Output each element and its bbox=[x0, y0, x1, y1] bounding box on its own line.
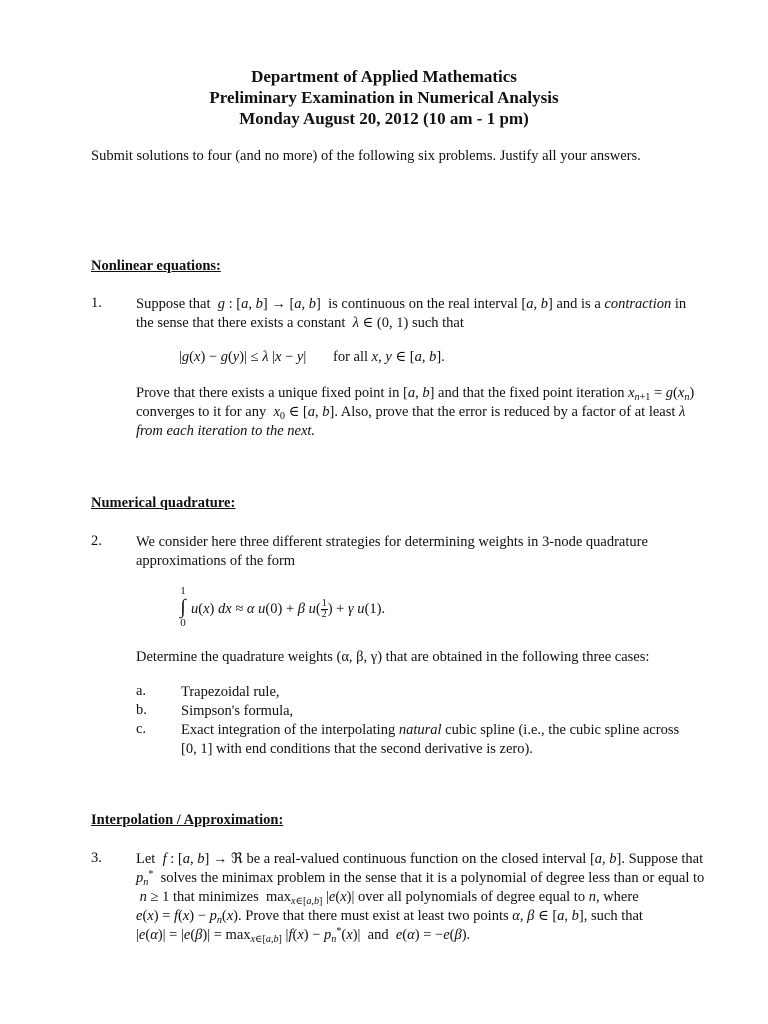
inequality-domain: for all x, y ∈ [a, b]. bbox=[333, 349, 445, 365]
case-b-text: Simpson's formula, bbox=[181, 703, 294, 719]
problem-2-determine: Determine the quadrature weights (α, β, γ) that are obtained in the following three cases: bbox=[136, 649, 650, 665]
department-title: Department of Applied Mathematics bbox=[251, 67, 517, 86]
case-b-label: b. bbox=[136, 702, 147, 718]
case-a-text: Trapezoidal rule, bbox=[181, 684, 280, 700]
case-c-text: Exact integration of the interpolating natural cubic spline (i.e., the cubic spline across [0, 1] with end conditions that the second derivative is zero). bbox=[181, 722, 680, 757]
problem-1-text: Suppose that g : [a, b] → [a, b] is continuous on the real interval [a, b] and is a contraction in the sense that there exists a constant λ ∈ (0, 1) such that bbox=[136, 296, 687, 331]
section-interpolation-approximation: Interpolation / Approximation: bbox=[91, 812, 284, 828]
contraction-inequality: |g(x) − g(y)| ≤ λ |x − y| bbox=[179, 349, 307, 365]
problem-1-task: Prove that there exists a unique fixed point in [a, b] and that the fixed point iteration $x_{n+1} = g(x_n)$ converges to it for any $x_0$ ∈ [a, b]. Also, prove that the error is reduced by a factor of at least λ from each iteration to the next. bbox=[136, 385, 695, 439]
problem-2-number: 2. bbox=[91, 533, 102, 549]
case-c-label: c. bbox=[136, 721, 147, 737]
integral-sign: 1 ∫ 0 bbox=[180, 585, 186, 629]
problem-2-text: We consider here three different strategies for determining weights in 3-node quadrature approximations of the form bbox=[136, 534, 648, 569]
case-a-label: a. bbox=[136, 683, 147, 699]
problem-3-text: Let f : [a, b] → ℜ be a real-valued continuous function on the closed interval [a, b]. Suppose that $p_n^*$ solves the minimax problem in the sense that it is a polynomial of degree less than or equal to n ≥ 1 that minimizes $\max_{x\in[a,b]} |e(x)|$ over all polynomials of degree equal to n, where $e(x) = f(x) - p_n(x)$. Prove that there must exist at least two points α, β ∈ [a, b], such that $|e(\alpha)| = |e(\beta)| = \max_{x\in[a,b]} |f(x) - p_n^*(x)|$ and e(α) = −e(β). bbox=[136, 851, 705, 945]
exam-title: Preliminary Examination in Numerical Analysis bbox=[209, 88, 559, 107]
instructions: Submit solutions to four (and no more) of the following six problems. Justify all your answers. bbox=[91, 148, 641, 164]
exam-header bbox=[0, 66, 768, 129]
problem-1-number: 1. bbox=[91, 295, 102, 311]
quadrature-formula: u(x) dx ≈ α u(0) + β u( $\frac{1}{2}$ ) + γ u(1). bbox=[191, 598, 386, 620]
section-nonlinear-equations: Nonlinear equations: bbox=[91, 258, 221, 274]
section-numerical-quadrature: Numerical quadrature: bbox=[91, 495, 236, 511]
problem-3-number: 3. bbox=[91, 850, 102, 866]
exam-date: Monday August 20, 2012 (10 am - 1 pm) bbox=[239, 109, 529, 128]
